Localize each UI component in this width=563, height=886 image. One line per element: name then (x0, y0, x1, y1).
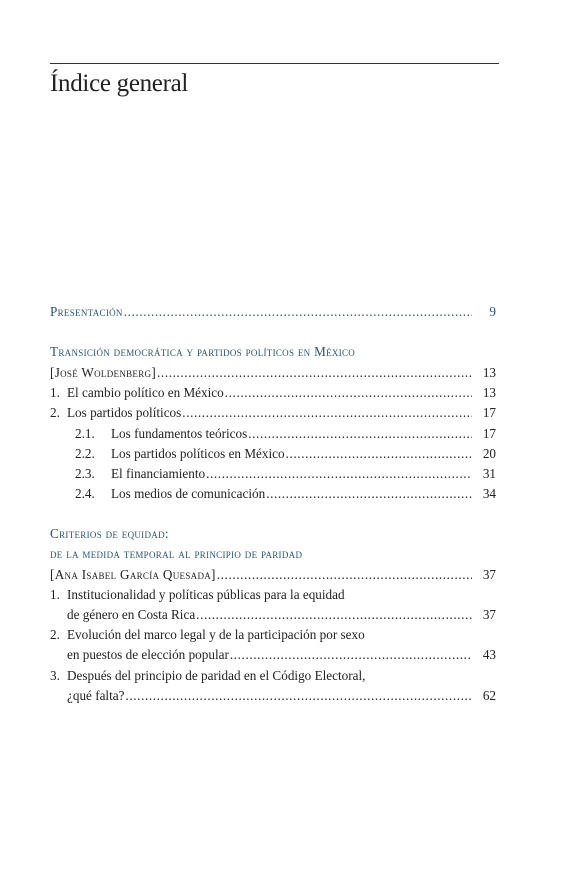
toc-entry[interactable] (50, 627, 496, 643)
section-heading-text: Transición democrática y partidos políticos en México (50, 344, 356, 359)
section-heading-text: de la medida temporal al principio de paridad (50, 546, 303, 561)
section-heading (50, 344, 496, 360)
toc-entry-page: 37 (482, 567, 496, 582)
toc-entry-label: en puestos de elección popular (67, 647, 229, 662)
dot-leader (225, 385, 472, 401)
toc-entry-label: Presentación (50, 304, 123, 319)
toc-entry-number: 2. (50, 627, 60, 642)
dot-leader (124, 304, 472, 320)
toc-entry-page: 17 (482, 405, 496, 420)
table-of-contents (50, 0, 496, 886)
toc-entry-label: Los partidos políticos en México (111, 446, 285, 461)
toc-entry-number: 2.1. (75, 426, 95, 441)
toc-entry-number: 1. (50, 587, 60, 602)
toc-entry[interactable] (50, 587, 496, 603)
toc-entry-page: 43 (482, 647, 496, 662)
toc-entry-page: 37 (482, 607, 496, 622)
toc-entry-page: 13 (482, 365, 496, 380)
toc-entry-label: de género en Costa Rica (67, 607, 196, 622)
toc-entry-author[interactable] (50, 365, 496, 381)
dot-leader (206, 466, 472, 482)
toc-author-label: [José Woldenberg] (50, 365, 157, 380)
toc-entry-label: El financiamiento (111, 466, 206, 481)
dot-leader (217, 567, 472, 583)
page-title: Índice general (50, 70, 189, 97)
toc-entry-label: Los medios de comunicación (111, 486, 266, 501)
toc-entry-page: 9 (489, 304, 496, 319)
toc-entry[interactable] (50, 405, 496, 421)
toc-author-label: [Ana Isabel García Quesada] (50, 567, 216, 582)
dot-leader (286, 446, 472, 462)
toc-entry-number: 1. (50, 385, 60, 400)
toc-subentry[interactable] (75, 486, 496, 502)
section-heading (50, 546, 496, 562)
dot-leader (182, 405, 472, 421)
toc-entry-page: 62 (482, 688, 496, 703)
dot-leader (248, 426, 472, 442)
toc-entry-number: 2.3. (75, 466, 95, 481)
toc-entry-number: 2.4. (75, 486, 95, 501)
toc-entry-page: 20 (482, 446, 496, 461)
toc-entry-number: 2. (50, 405, 60, 420)
toc-entry-continuation[interactable] (67, 647, 496, 663)
toc-entry-page: 31 (482, 466, 496, 481)
dot-leader (157, 365, 472, 381)
toc-entry-page: 13 (482, 385, 496, 400)
toc-entry[interactable] (50, 668, 496, 684)
dot-leader (125, 688, 472, 704)
toc-entry-label: Los partidos políticos (67, 405, 182, 420)
toc-entry-page: 34 (482, 486, 496, 501)
toc-entry-number: 2.2. (75, 446, 95, 461)
toc-entry-number: 3. (50, 668, 60, 683)
toc-entry-label: Evolución del marco legal y de la participación por sexo (67, 627, 365, 642)
toc-entry-label: ¿qué falta? (67, 688, 125, 703)
toc-entry-label: Los fundamentos teóricos (111, 426, 248, 441)
toc-entry-label: Institucionalidad y políticas públicas para la equidad (67, 587, 345, 602)
section-heading-text: Criterios de equidad: (50, 526, 169, 541)
toc-entry-label: Después del principio de paridad en el Código Electoral, (67, 668, 366, 683)
toc-entry-presentacion[interactable] (50, 304, 496, 320)
toc-subentry[interactable] (75, 426, 496, 442)
toc-entry-label: El cambio político en México (67, 385, 224, 400)
toc-entry-continuation[interactable] (67, 607, 496, 623)
toc-subentry[interactable] (75, 466, 496, 482)
section-heading (50, 526, 496, 542)
toc-entry[interactable] (50, 385, 496, 401)
dot-leader (230, 647, 472, 663)
toc-subentry[interactable] (75, 446, 496, 462)
dot-leader (196, 607, 472, 623)
toc-entry-continuation[interactable] (67, 688, 496, 704)
dot-leader (266, 486, 472, 502)
toc-entry-author[interactable] (50, 567, 496, 583)
toc-entry-page: 17 (482, 426, 496, 441)
